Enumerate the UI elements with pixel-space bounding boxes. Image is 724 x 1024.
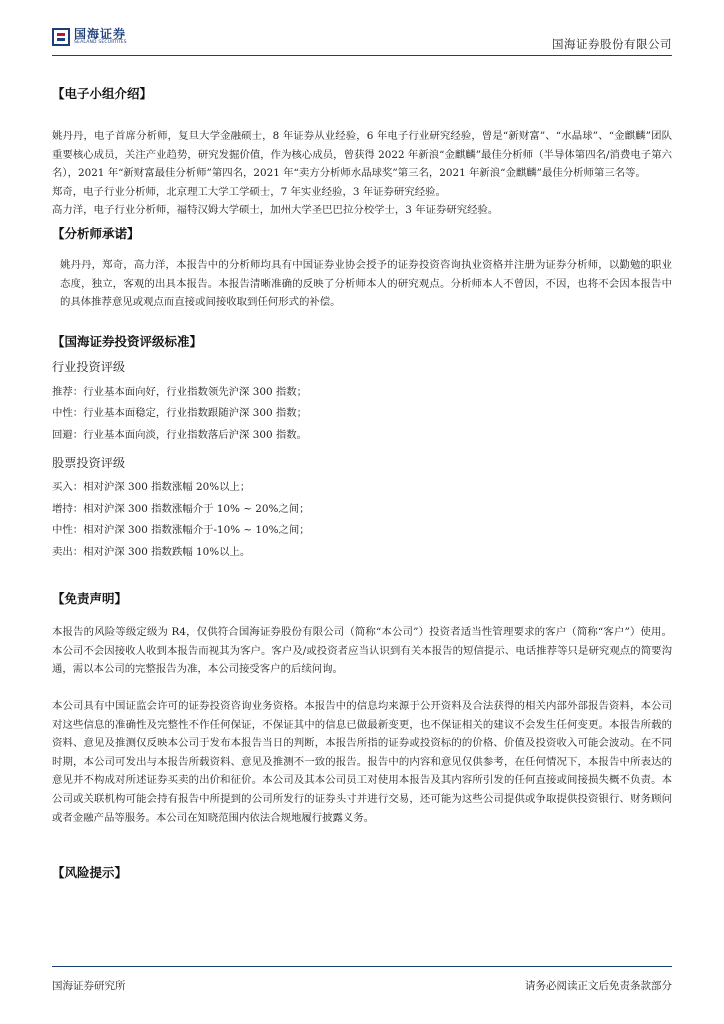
rating-section-title: 【国海证券投资评级标准】	[52, 333, 203, 349]
footer-notice: 请务必阅读正文后免责条款部分	[525, 980, 672, 992]
disclaimer-paragraph-1: 本报告的风险等级定级为 R4，仅供符合国海证券股份有限公司（简称“本公司”）投资者适当性管理要求的客户（简称“客户”）使用。本公司不会因接收人收到本报告而视其为客户。客户及/或投资者应当认识到有关本报告的短信提示、电话推荐等只是研究观点的简要沟通，需以本公司的完整报告为准，本公司接受客户的后续问询。	[52, 626, 672, 676]
footer-institute: 国海证券研究所	[52, 980, 126, 992]
pledge-text: 姚丹丹，郑奇，高力洋，本报告中的分析师均具有中国证券业协会授予的证券投资咨询执业资格并注册为证券分析师，以勤勉的职业态度，独立，客观的出具本报告。本报告清晰准确的反映了分析师本人的研究观点。分析师本人不曾因，不因，也将不会因本报告中的具体推荐意见或观点而直接或间接收取到任何形式的补偿。	[60, 258, 672, 309]
industry-rating-avoid: 回避：行业基本面向淡，行业指数落后沪深 300 指数。	[52, 428, 308, 441]
page-footer	[52, 966, 672, 992]
risk-section-title: 【风险提示】	[52, 865, 128, 881]
team-member-zheng: 郑奇，电子行业分析师，北京理工大学工学硕士，7 年实业经验，3 年证券研究经验。	[52, 185, 446, 198]
disclaimer-paragraph-2: 本公司具有中国证监会许可的证券投资咨询业务资格。本报告中的信息均来源于公开资料及合法获得的相关内部外部报告资料，本公司对这些信息的准确性及完整性不作任何保证，不保证其中的信息已做最新变更，也不保证相关的建议不会发生任何变更。本报告所载的资料、意见及推测仅反映本公司于发布本报告当日的判断，本报告所指的证券或投资标的的价格、价值及投资收入可能会波动。在不同时期，本公司可发出与本报告所载资料、意见及推测不一致的报告。报告中的内容和意见仅供参考，在任何情况下，本报告中所表达的意见并不构成对所述证券买卖的出价和征价。本公司及其本公司员工对使用本报告及其内容所引发的任何直接或间接损失概不负责。本公司或关联机构可能会持有报告中所提到的公司所发行的证券头寸并进行交易，还可能为这些公司提供或争取提供投资银行、财务顾问或者金融产品等服务。本公司在知晓范围内依法合规地履行披露义务。	[52, 700, 672, 824]
pledge-section	[52, 224, 672, 312]
stock-rating-buy: 买入：相对沪深 300 指数涨幅 20%以上；	[52, 481, 251, 494]
stock-rating-sell: 卖出：相对沪深 300 指数跌幅 10%以上。	[52, 545, 251, 558]
header-divider	[52, 55, 672, 56]
company-logo	[52, 28, 127, 46]
industry-rating-buy: 推荐：行业基本面向好，行业指数领先沪深 300 指数；	[52, 385, 308, 398]
stock-rating-title: 股票投资评级	[52, 456, 126, 471]
team-member-gao: 高力洋，电子行业分析师，福特汉姆大学硕士，加州大学圣巴巴拉分校学士，3 年证券研究经验。	[52, 204, 499, 217]
logo-name-en: SEALAND SECURITIES	[74, 40, 127, 46]
stock-rating-neutral: 中性：相对沪深 300 指数涨幅介于-10% ~ 10%之间；	[52, 524, 310, 537]
team-member-yao: 姚丹丹，电子首席分析师，复旦大学金融硕士，8 年证券从业经验，6 年电子行业研究经验，曾是“新财富”、“水晶球”、“金麒麟”团队重要核心成员，关注产业趋势，研究发掘价值，作为核心成员，曾获得 2022 年新浪“金麒麟”最佳分析师（半导体第四名/消费电子第六名），2021 年“新财富最佳分析师”第四名，2021 年“卖方分析师水晶球奖”第三名，2021 年新浪“金麒麟”最佳分析师第三名等。	[52, 130, 672, 180]
logo-mark-icon	[52, 28, 70, 46]
logo-name-cn: 国海证券	[74, 27, 127, 42]
industry-rating-neutral: 中性：行业基本面稳定，行业指数跟随沪深 300 指数；	[52, 407, 308, 420]
disclaimer-section-title: 【免责声明】	[52, 591, 128, 607]
disclaimer-section	[52, 589, 672, 827]
team-section	[52, 84, 672, 220]
rating-section	[52, 332, 672, 564]
page-header	[52, 28, 672, 54]
header-company-name: 国海证券股份有限公司	[552, 37, 672, 51]
industry-rating-title: 行业投资评级	[52, 359, 126, 374]
footer-divider	[52, 966, 672, 967]
pledge-section-title: 【分析师承诺】	[52, 225, 140, 241]
report-body	[52, 84, 672, 881]
team-section-title: 【电子小组介绍】	[52, 86, 153, 101]
risk-section	[52, 863, 672, 881]
stock-rating-overweight: 增持：相对沪深 300 指数涨幅介于 10% ~ 20%之间；	[52, 502, 310, 515]
